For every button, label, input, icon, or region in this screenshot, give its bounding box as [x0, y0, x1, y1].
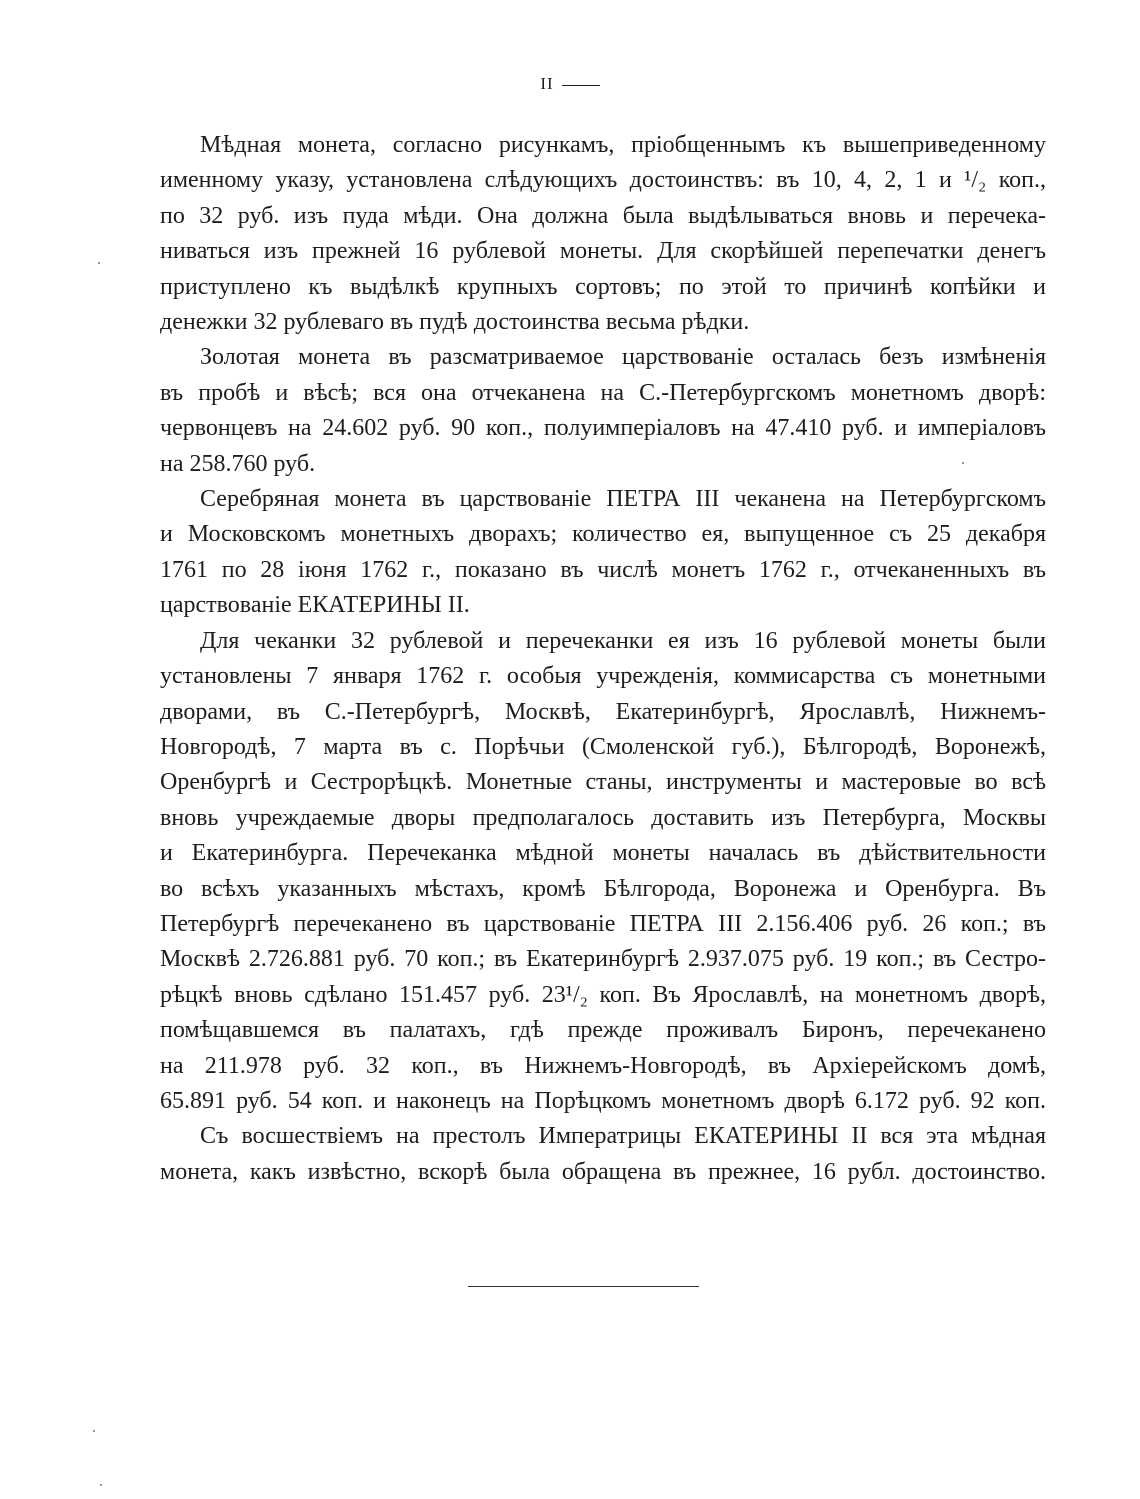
text-line: Золотая монета въ разсматриваемое царствованіе осталась безъ измѣненія [200, 344, 1046, 371]
text-line: Новгородѣ, 7 марта въ с. Порѣчьи (Смоленской губ.), Бѣлгородѣ, Воронежѣ, [160, 733, 1046, 760]
text-line: вновь учреждаемые дворы предполагалось доставить изъ Петербурга, Москвы [160, 804, 1046, 831]
text-line: и Екатеринбурга. Перечеканка мѣдной монеты началась въ дѣйствительности [160, 840, 1046, 867]
text-line: Мѣдная монета, согласно рисункамъ, пріобщеннымъ къ вышеприведенному [200, 132, 1046, 158]
text-line: червонцевъ на 24.602 руб. 90 коп., полуимперіаловъ на 47.410 руб. и имперіаловъ [160, 415, 1046, 442]
text-line: ниваться изъ прежней 16 рублевой монеты. Для скорѣйшей перепечатки денегъ [160, 238, 1046, 265]
paragraph-2 [160, 340, 1046, 482]
text-line: во всѣхъ указанныхъ мѣстахъ, кромѣ Бѣлгорода, Воронежа и Оренбурга. Въ [160, 875, 1046, 902]
text-line: на 258.760 руб. [160, 450, 316, 477]
text-line: рѣцкѣ вновь сдѣлано 151.457 руб. 23¹/₂ коп. Въ Ярославлѣ, на монетномъ дворѣ, [160, 981, 1046, 1008]
text-line: Петербургѣ перечеканено въ царствованіе ПЕТРА III 2.156.406 руб. 26 коп.; въ [160, 910, 1046, 937]
body-text [160, 128, 1046, 1190]
text-line: именному указу, установлена слѣдующихъ достоинствъ: въ 10, 4, 2, 1 и ¹/₂ коп., [160, 167, 1046, 194]
text-line: монета, какъ извѣстно, вскорѣ была обращена въ прежнее, 16 рубл. достоинство. [160, 1158, 1046, 1185]
scan-speck [962, 462, 964, 464]
text-line: Москвѣ 2.726.881 руб. 70 коп.; въ Екатеринбургѣ 2.937.075 руб. 19 коп.; въ Сестро- [160, 946, 1046, 973]
text-line: на 211.978 руб. 32 коп., въ Нижнемъ-Новгородѣ, въ Архіерейскомъ домѣ, [160, 1052, 1046, 1079]
text-line: Для чеканки 32 рублевой и перечеканки ея изъ 16 рублевой монеты были [200, 627, 1046, 654]
text-line: помѣщавшемся въ палатахъ, гдѣ прежде проживалъ Биронъ, перечеканено [160, 1017, 1046, 1044]
text-line: 65.891 руб. 54 коп. и наконецъ на Порѣцкомъ монетномъ дворѣ 6.172 руб. 92 коп. [160, 1087, 1046, 1114]
text-line: дворами, въ С.-Петербургѣ, Москвѣ, Екатеринбургѣ, Ярославлѣ, Нижнемъ- [160, 698, 1046, 725]
text-line: приступлено къ выдѣлкѣ крупныхъ сортовъ; по этой то причинѣ копѣйки и [160, 273, 1046, 300]
header-rule [562, 85, 600, 86]
text-line: установлены 7 января 1762 г. особыя учрежденія, коммисарства съ монетными [160, 663, 1046, 690]
paragraph-3 [160, 482, 1046, 624]
paragraph-1 [160, 128, 1046, 340]
closing-rule [468, 1286, 699, 1287]
paragraph-5 [160, 1119, 1046, 1190]
text-line: царствованіе ЕКАТЕРИНЫ II. [160, 592, 470, 619]
scan-speck [100, 1484, 102, 1486]
text-line: денежки 32 рублеваго въ пудѣ достоинства весьма рѣдки. [160, 309, 750, 336]
scan-speck [98, 262, 100, 264]
text-line: Серебряная монета въ царствованіе ПЕТРА III чеканена на Петербургскомъ [200, 486, 1046, 513]
text-line: въ пробѣ и вѣсѣ; вся она отчеканена на С.-Петербургскомъ монетномъ дворѣ: [160, 379, 1046, 406]
text-line: по 32 руб. изъ пуда мѣди. Она должна была выдѣлываться вновь и перечека- [160, 202, 1046, 229]
text-line: 1761 по 28 іюня 1762 г., показано въ числѣ монетъ 1762 г., отчеканенныхъ въ [160, 556, 1046, 583]
page-number: II [540, 74, 554, 93]
page-header [0, 74, 1140, 94]
text-line: и Московскомъ монетныхъ дворахъ; количество ея, выпущенное съ 25 декабря [160, 521, 1046, 548]
paragraph-4 [160, 624, 1046, 1120]
text-line: Оренбургѣ и Сестрорѣцкѣ. Монетные станы, инструменты и мастеровые во всѣ [160, 769, 1046, 796]
scan-speck [93, 1430, 95, 1432]
text-line: Съ восшествіемъ на престолъ Императрицы ЕКАТЕРИНЫ II вся эта мѣдная [200, 1123, 1046, 1150]
